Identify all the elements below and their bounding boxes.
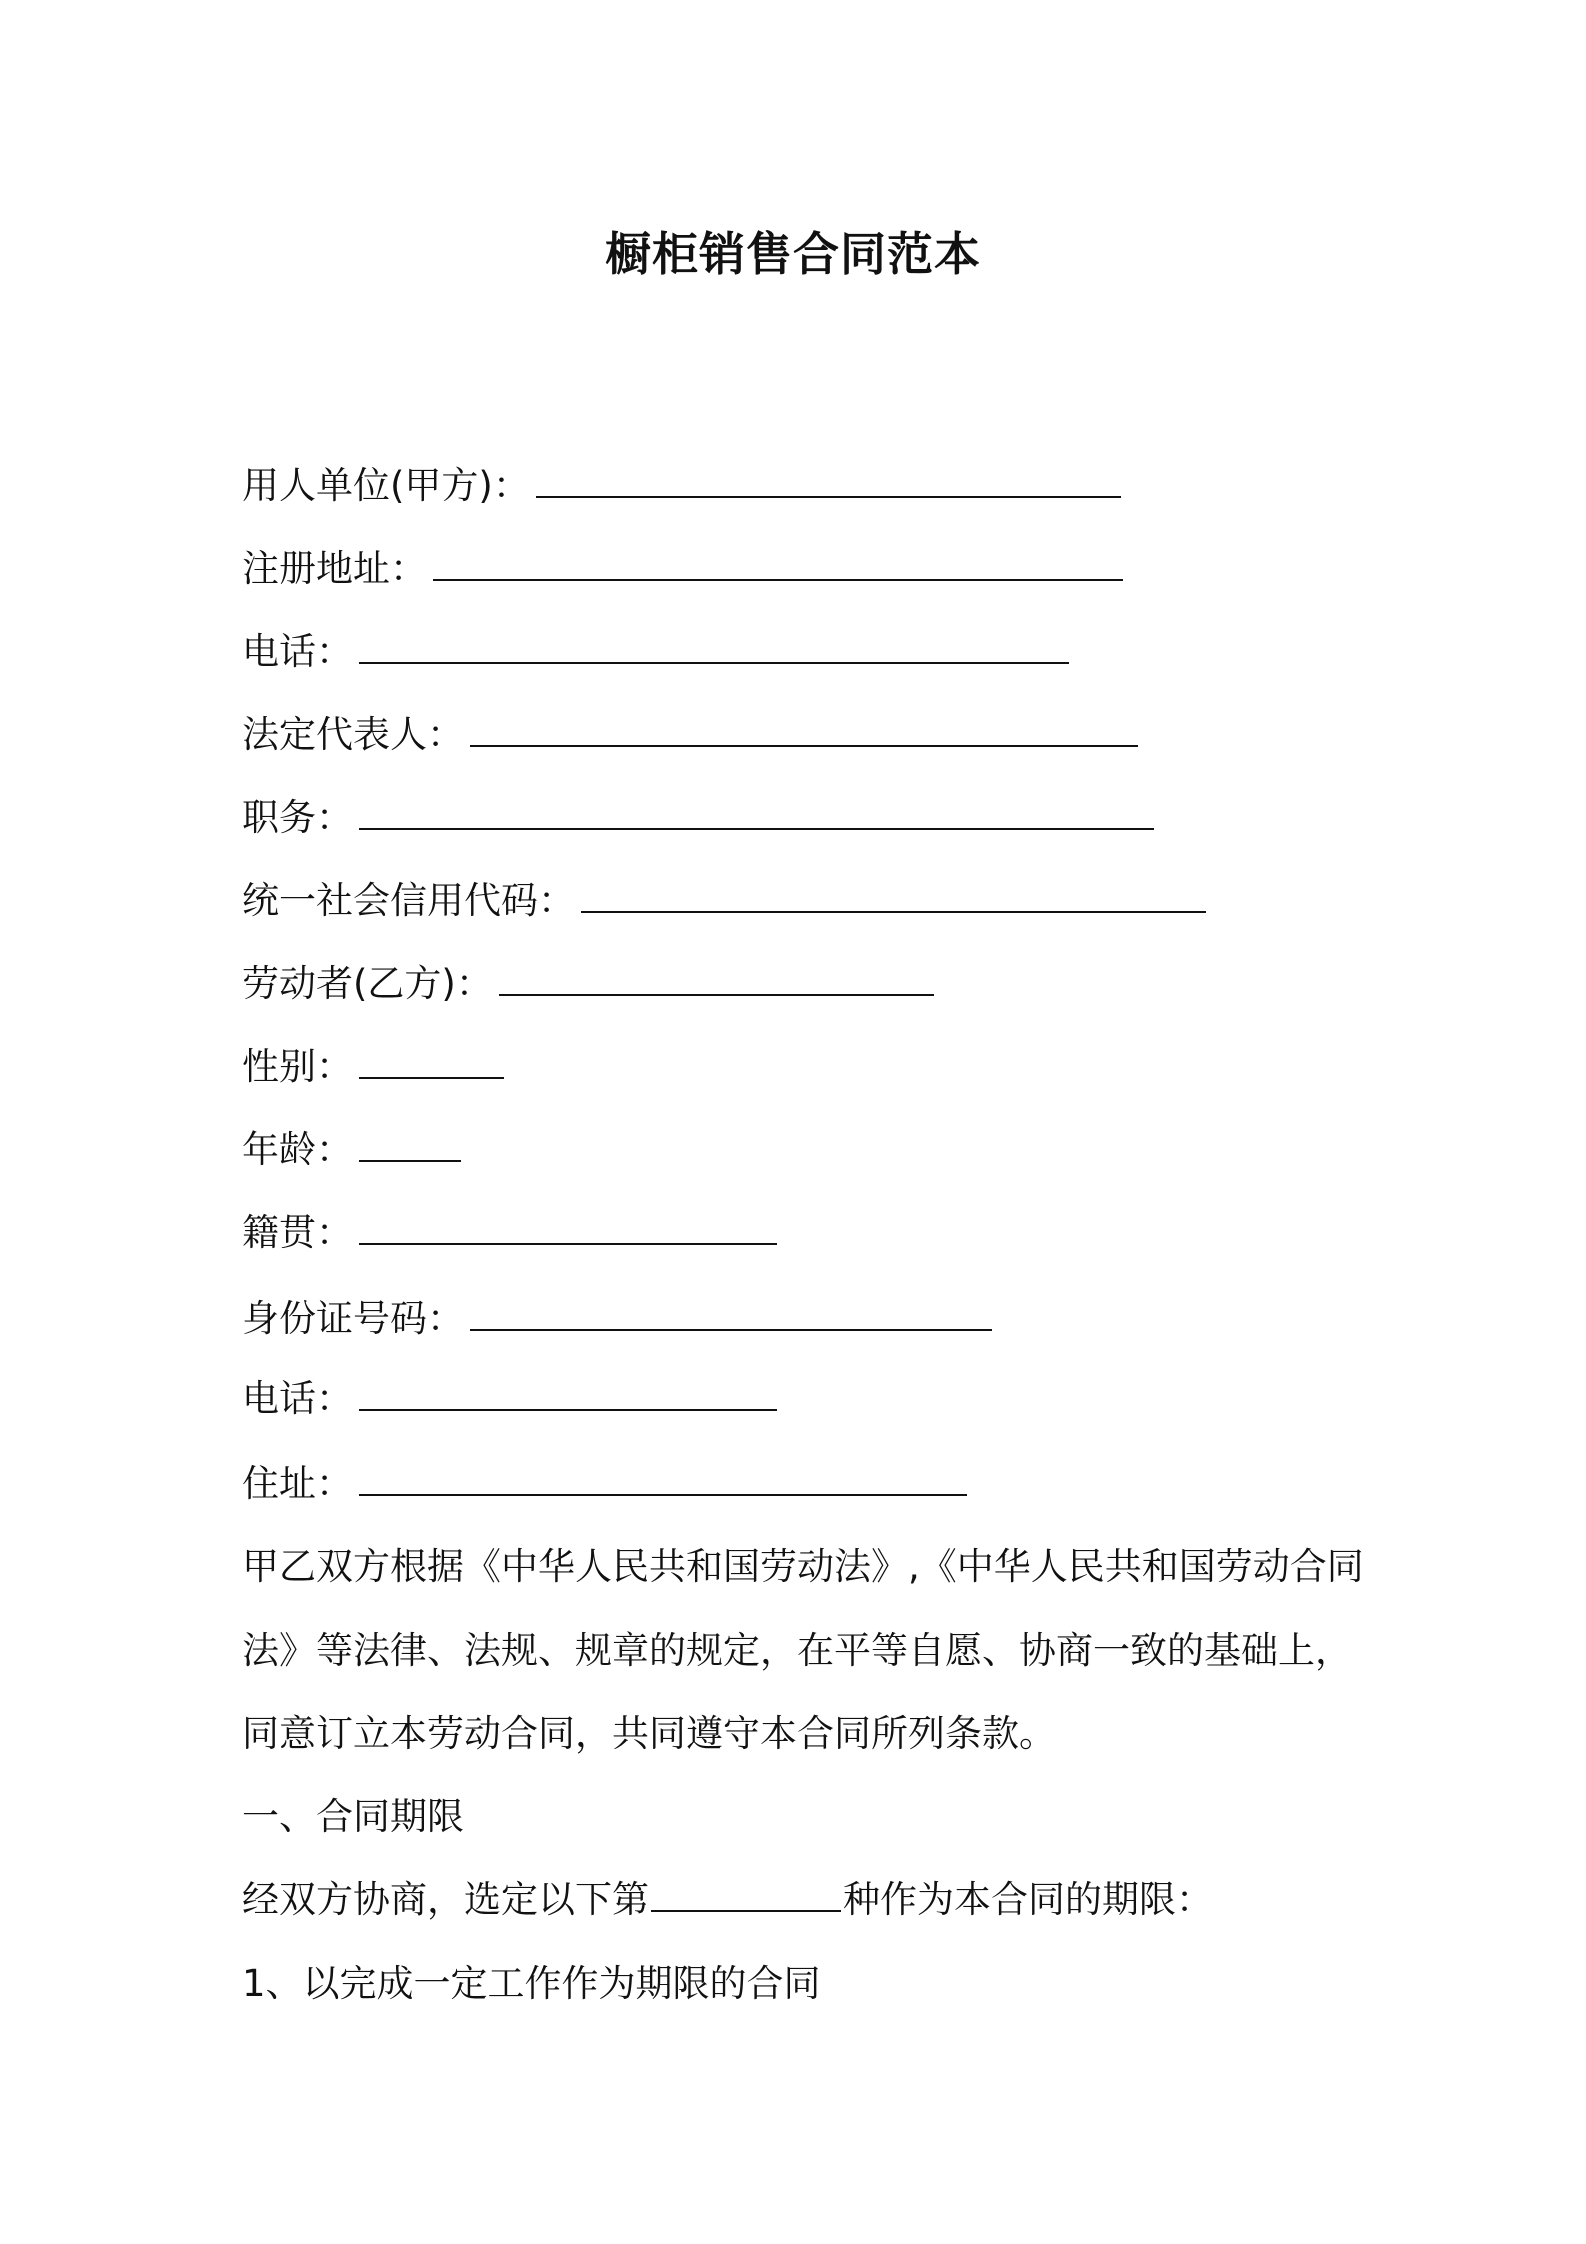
residence-address-field xyxy=(242,1460,967,1508)
fill-in-blank xyxy=(359,824,1154,830)
field-label: 注册地址： xyxy=(242,547,427,590)
field-label: 职务： xyxy=(242,796,353,839)
fill-in-blank xyxy=(359,1490,967,1496)
field-label: 年龄： xyxy=(242,1128,353,1171)
fill-in-blank xyxy=(581,907,1206,913)
position-field xyxy=(242,794,1154,842)
employer-name-field xyxy=(242,462,1121,510)
term-option-1: 1、以完成一定工作作为期限的合同 xyxy=(242,1962,821,2005)
fill-in-blank xyxy=(359,1405,777,1411)
intro-line-1: 甲乙双方根据《中华人民共和国劳动法》,《中华人民共和国劳动合同 xyxy=(242,1545,1364,1588)
fill-in-blank xyxy=(470,1325,992,1331)
legal-representative-field xyxy=(242,711,1138,759)
employee-name-field xyxy=(242,960,934,1008)
field-label: 性别： xyxy=(242,1045,353,1088)
term-choice-suffix: 种作为本合同的期限： xyxy=(843,1878,1213,1921)
intro-line-3: 同意订立本劳动合同，共同遵守本合同所列条款。 xyxy=(242,1712,1056,1755)
fill-in-blank xyxy=(359,1073,504,1079)
age-field xyxy=(242,1126,461,1174)
field-label: 法定代表人： xyxy=(242,713,464,756)
field-label: 用人单位(甲方)： xyxy=(242,464,530,507)
field-label: 劳动者(乙方)： xyxy=(242,962,493,1005)
field-label: 电话： xyxy=(242,1377,353,1420)
fill-in-blank xyxy=(536,492,1121,498)
term-choice-prefix: 经双方协商，选定以下第 xyxy=(242,1878,649,1921)
credit-code-field xyxy=(242,877,1206,925)
field-label: 身份证号码： xyxy=(242,1297,464,1340)
fill-in-blank xyxy=(359,1239,777,1245)
field-label: 住址： xyxy=(242,1462,353,1505)
gender-field xyxy=(242,1043,504,1091)
employee-phone-field xyxy=(242,1375,777,1423)
employer-phone-field xyxy=(242,628,1069,676)
document-title: 橱柜销售合同范本 xyxy=(605,227,981,281)
fill-in-blank xyxy=(470,741,1138,747)
fill-in-blank xyxy=(499,990,934,996)
registered-address-field xyxy=(242,545,1123,593)
native-place-field xyxy=(242,1209,777,1257)
term-choice-line xyxy=(242,1876,1213,1924)
field-label: 籍贯： xyxy=(242,1211,353,1254)
intro-line-2: 法》等法律、法规、规章的规定，在平等自愿、协商一致的基础上， xyxy=(242,1629,1352,1672)
fill-in-blank xyxy=(359,1156,461,1162)
field-label: 统一社会信用代码： xyxy=(242,879,575,922)
section-heading-contract-term: 一、合同期限 xyxy=(242,1795,464,1838)
fill-in-blank xyxy=(359,658,1069,664)
field-label: 电话： xyxy=(242,630,353,673)
fill-in-blank xyxy=(433,575,1123,581)
id-number-field xyxy=(242,1295,992,1343)
fill-in-blank xyxy=(651,1906,841,1912)
